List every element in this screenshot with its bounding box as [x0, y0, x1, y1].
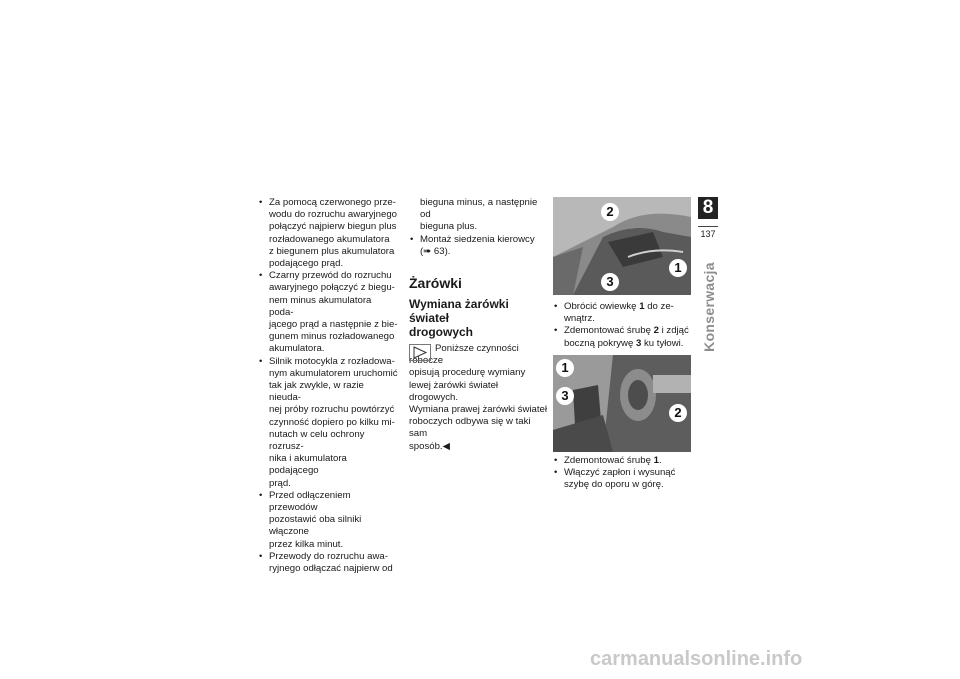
chapter-number: 8 [698, 197, 718, 219]
instruction-list [553, 455, 693, 492]
column-middle [409, 197, 549, 453]
instruction-list [258, 197, 398, 575]
instruction-list [553, 301, 693, 350]
photo-windshield-screw [553, 355, 691, 452]
item-text: Obrócić owiewkę [564, 301, 640, 312]
list-item: • Włączyć zapłon i wysunąć szybę do oporu w górę. [553, 467, 693, 491]
chapter-title [697, 262, 721, 352]
list-item: • Przed odłączeniem przewodów pozostawić oba silniki włączone przez kilka minut. [258, 490, 398, 551]
list-item: • Czarny przewód do rozruchu awaryjnego połączyć z biegu- nem minus akumulatora poda- jącego prąd a następnie z bie- gunem minus rozładowanego akumulatora. [258, 270, 398, 355]
callout-label: 2 [601, 203, 619, 221]
item-text: ku tyłowi. [641, 337, 684, 349]
photo-side-cover [553, 197, 691, 295]
part-number: 2 [653, 325, 659, 337]
part-number: 1 [639, 301, 645, 312]
subsection-title: Wymiana żarówki świateł drogowych [409, 297, 509, 340]
list-item: • Silnik motocykla z rozładowa- nym akumulatorem uruchomić tak jak zwykle, w razie nieuda- nej próby rozruchu powtórzyć czynność dopiero po kilku mi- nutach w celu ochrony rozrusz- nika i akumulatora podającego prąd. [258, 356, 398, 490]
column-right-top [553, 301, 693, 350]
list-item [409, 234, 549, 258]
callout-label: 3 [601, 273, 619, 291]
section-title: Żarówki [409, 275, 462, 292]
callout-label: 3 [556, 387, 574, 405]
item-text: Zdemontować śrubę [564, 455, 654, 466]
chapter-title-text: Konserwacja [701, 262, 717, 352]
page-reference: (➠ 63). [420, 245, 451, 257]
callout-label: 2 [669, 404, 687, 422]
item-text: Zdemontować śrubę [564, 325, 654, 337]
item-text: do ze- wnątrz. [564, 301, 674, 325]
part-number: 3 [636, 337, 642, 349]
item-title: Montaż siedzenia kierowcy [420, 233, 535, 245]
item-text: i zdjąć boczną pokrywę [564, 325, 689, 349]
callout-label: 1 [669, 259, 687, 277]
list-item [553, 325, 693, 349]
list-item: • Za pomocą czerwonego prze- wodu do rozruchu awaryjnego połączyć najpierw biegun plus rozładowanego akumulatora z biegunem plus akumulatora podającego prąd. [258, 197, 398, 270]
note-text: Poniższe czynności robocze opisują procedurę wymiany lewej żarówki świateł drogowych. Wymiana prawej żarówki świateł roboczych odbywa się w taki sam sposób.◀ [409, 343, 547, 452]
watermark-text: carmanualsonline.info [590, 648, 803, 670]
callout-label: 1 [556, 359, 574, 377]
note-block [409, 343, 549, 453]
list-item: • Przewody do rozruchu awa- ryjnego odłączać najpierw od [258, 551, 398, 575]
list-item-continuation: bieguna minus, a następnie od bieguna plus. [420, 197, 538, 233]
column-left [258, 197, 398, 575]
note-triangle-icon [409, 344, 431, 361]
instruction-list [409, 197, 549, 258]
list-item [553, 301, 693, 325]
part-number: 1 [653, 455, 659, 466]
item-text: . [658, 455, 662, 466]
list-item [553, 455, 693, 467]
page-number: 137 [698, 226, 718, 239]
column-right-bottom [553, 455, 693, 492]
